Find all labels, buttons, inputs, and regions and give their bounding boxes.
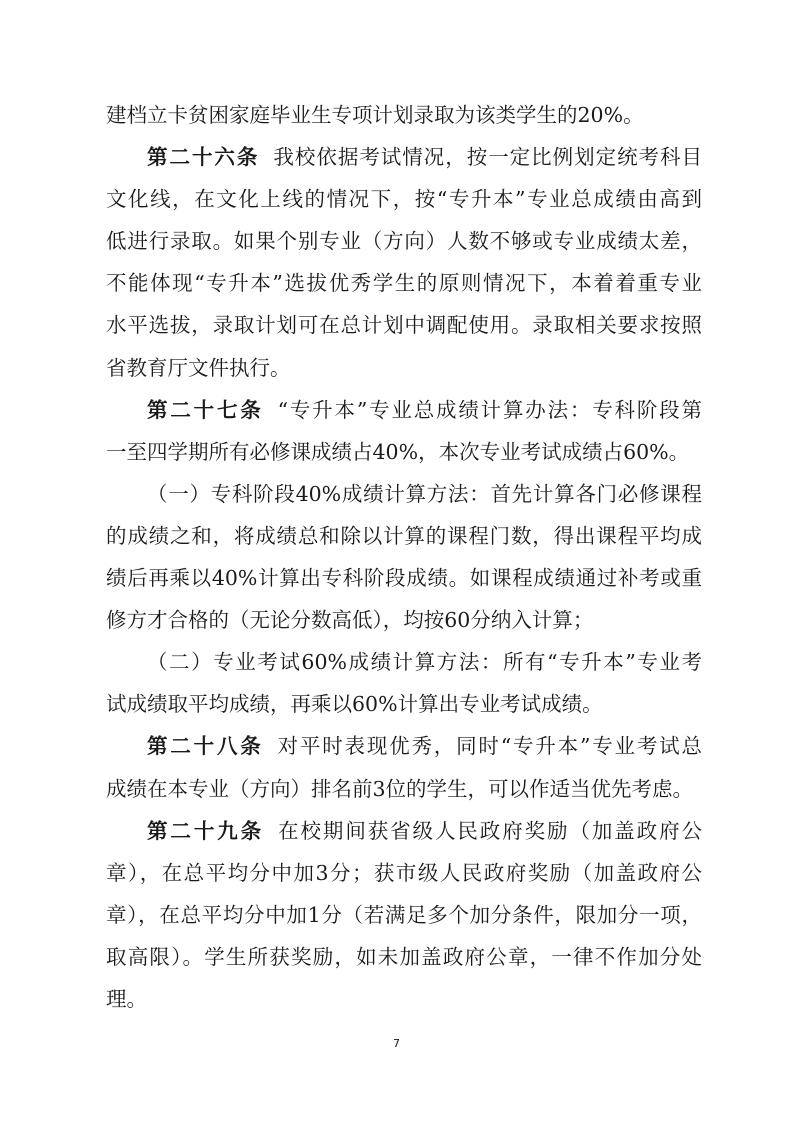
text-line: 低进行录取。如果个别专业（方向）人数不够或专业成绩太差，: [106, 229, 702, 254]
text-line: 水平选拔，录取计划可在总计划中调配使用。录取相关要求按照: [106, 313, 702, 338]
article-heading-27: 第二十七条: [147, 397, 264, 422]
text-line: 试成绩取平均成绩，再乘以60%计算出专业考试成绩。: [106, 692, 603, 717]
text-line: （一）专科阶段40%成绩计算方法：首先计算各门必修课程: [147, 481, 702, 506]
text-line: 成绩在本专业（方向）排名前3位的学生，可以作适当优先考虑。: [106, 776, 694, 801]
text-line: 修方才合格的（无论分数高低），均按60分纳入计算；: [106, 608, 594, 633]
text-line: 取高限）。学生所获奖励，如未加盖政府公章，一律不作加分处: [106, 944, 702, 969]
text-line: 不能体现“专升本”选拔优秀学生的原则情况下，本着着重专业: [106, 271, 702, 296]
text-line: 在校期间获省级人民政府奖励（加盖政府公: [278, 818, 703, 843]
article-28-first-line: [106, 725, 702, 767]
article-heading-26: 第二十六条: [147, 145, 260, 170]
document-body: [106, 94, 702, 1020]
text-line: 理。: [106, 986, 147, 1011]
text-line: 章），在总平均分中加3分；获市级人民政府奖励（加盖政府公: [106, 860, 702, 885]
text-line: 文化线，在文化上线的情况下，按“专升本”专业总成绩由高到: [106, 187, 702, 212]
article-29-first-line: [106, 810, 702, 852]
text-line: 的成绩之和，将成绩总和除以计算的课程门数，得出课程平均成: [106, 523, 702, 548]
article-27-first-line: [106, 389, 702, 431]
text-line: 对平时表现优秀，同时“专升本”专业考试总: [277, 734, 702, 759]
text-line: “专升本”专业总成绩计算办法：专科阶段第: [277, 397, 702, 422]
text-line: 绩后再乘以40%计算出专科阶段成绩。如课程成绩通过补考或重: [106, 566, 702, 591]
article-heading-28: 第二十八条: [147, 734, 264, 759]
text-line: 省教育厅文件执行。: [106, 355, 291, 380]
article-heading-29: 第二十九条: [147, 818, 265, 843]
text-line: 建档立卡贫困家庭毕业生专项计划录取为该类学生的20%。: [106, 103, 644, 127]
text-line: 一至四学期所有必修课成绩占40%，本次专业考试成绩占60%。: [106, 439, 690, 464]
text-line: 章），在总平均分中加1分（若满足多个加分条件，限加分一项，: [106, 902, 702, 927]
article-26-first-line: [106, 136, 702, 178]
text-line: 我校依据考试情况，按一定比例划定统考科目: [273, 145, 703, 170]
text-line: （二）专业考试60%成绩计算方法：所有“专升本”专业考: [147, 650, 702, 675]
page-number: 7: [393, 1037, 400, 1050]
